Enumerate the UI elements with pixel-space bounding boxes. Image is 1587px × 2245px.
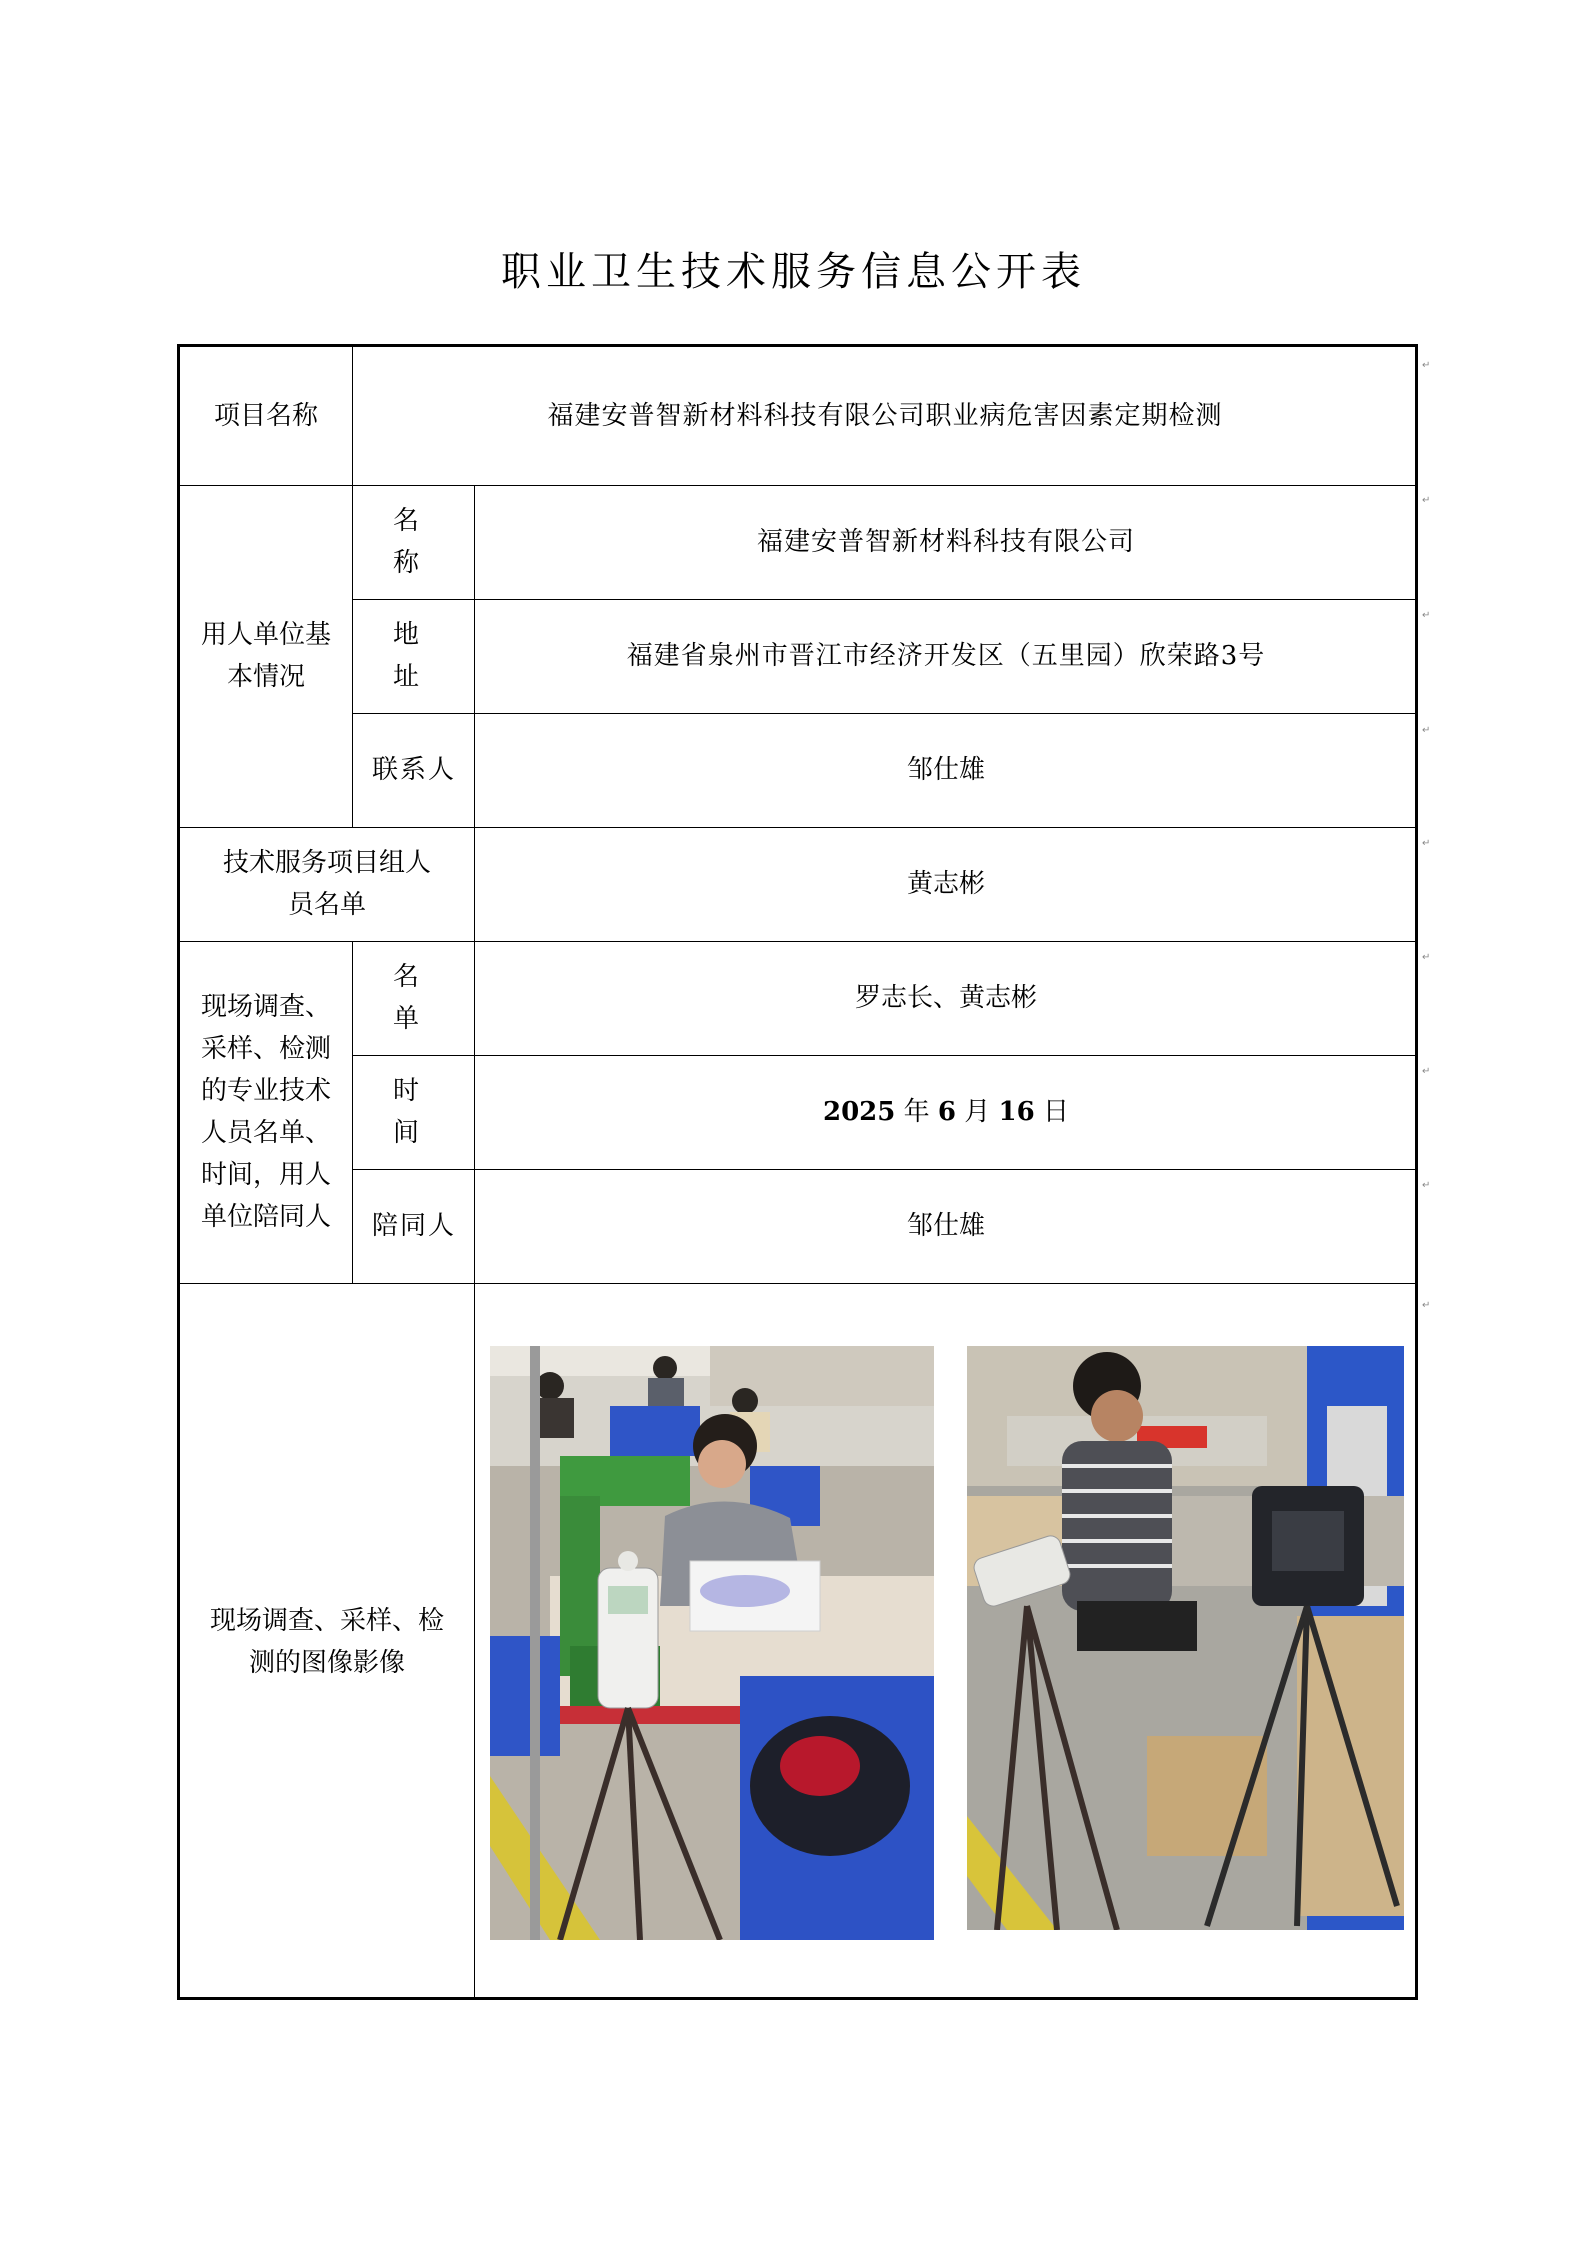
survey-escort-value: 邹仕雄 — [906, 1211, 985, 1241]
employer-name-value: 福建安普智新材料科技有限公司 — [756, 527, 1135, 557]
employer-address-label: 地 址 — [392, 620, 453, 692]
margin-mark: ↵ — [1422, 838, 1431, 849]
survey-day: 16 — [998, 1097, 1035, 1127]
employer-name-label: 名 称 — [392, 506, 453, 578]
employer-contact-value: 邹仕雄 — [906, 755, 985, 785]
images-label: 现场调查、采样、检测的图像影像 — [209, 1605, 444, 1678]
margin-mark: ↵ — [1422, 1066, 1431, 1077]
page-title: 职业卫生技术服务信息公开表 — [501, 249, 1086, 295]
team-value: 黄志彬 — [906, 869, 985, 899]
survey-month: 6 — [937, 1097, 956, 1127]
survey-info-label: 现场调查、采样、检测的专业技术人员名单、时间，用人单位陪同人 — [200, 992, 331, 1232]
site-photo-2 — [967, 1346, 1404, 1930]
employer-contact-label: 联系人 — [372, 755, 457, 785]
margin-mark: ↵ — [1422, 1300, 1431, 1311]
survey-time-value: 2025 年 6 月 16 日 — [474, 1055, 1418, 1169]
info-table — [177, 344, 1418, 2000]
team-label: 技术服务项目组人员名单 — [222, 848, 431, 920]
survey-list-label: 名 单 — [392, 962, 453, 1034]
margin-mark: ↵ — [1422, 610, 1431, 621]
site-photo-1 — [490, 1346, 934, 1940]
margin-mark: ↵ — [1422, 495, 1431, 506]
survey-list-value: 罗志长、黄志彬 — [854, 983, 1037, 1013]
margin-mark: ↵ — [1422, 725, 1431, 736]
margin-mark: ↵ — [1422, 1180, 1431, 1191]
factory-worker-photo-icon — [490, 1346, 934, 1940]
margin-mark: ↵ — [1422, 360, 1431, 371]
survey-time-label: 时 间 — [392, 1076, 453, 1148]
survey-escort-label: 陪同人 — [372, 1211, 457, 1241]
sampling-equipment-photo-icon — [967, 1346, 1404, 1930]
employer-address-value: 福建省泉州市晋江市经济开发区（五里园）欣荣路3号 — [626, 641, 1266, 671]
project-name-label: 项目名称 — [213, 401, 318, 431]
survey-year: 2025 — [822, 1097, 896, 1127]
project-name-value: 福建安普智新材料科技有限公司职业病危害因素定期检测 — [547, 401, 1223, 431]
margin-mark: ↵ — [1422, 952, 1431, 963]
employer-info-label: 用人单位基本情况 — [200, 620, 331, 692]
